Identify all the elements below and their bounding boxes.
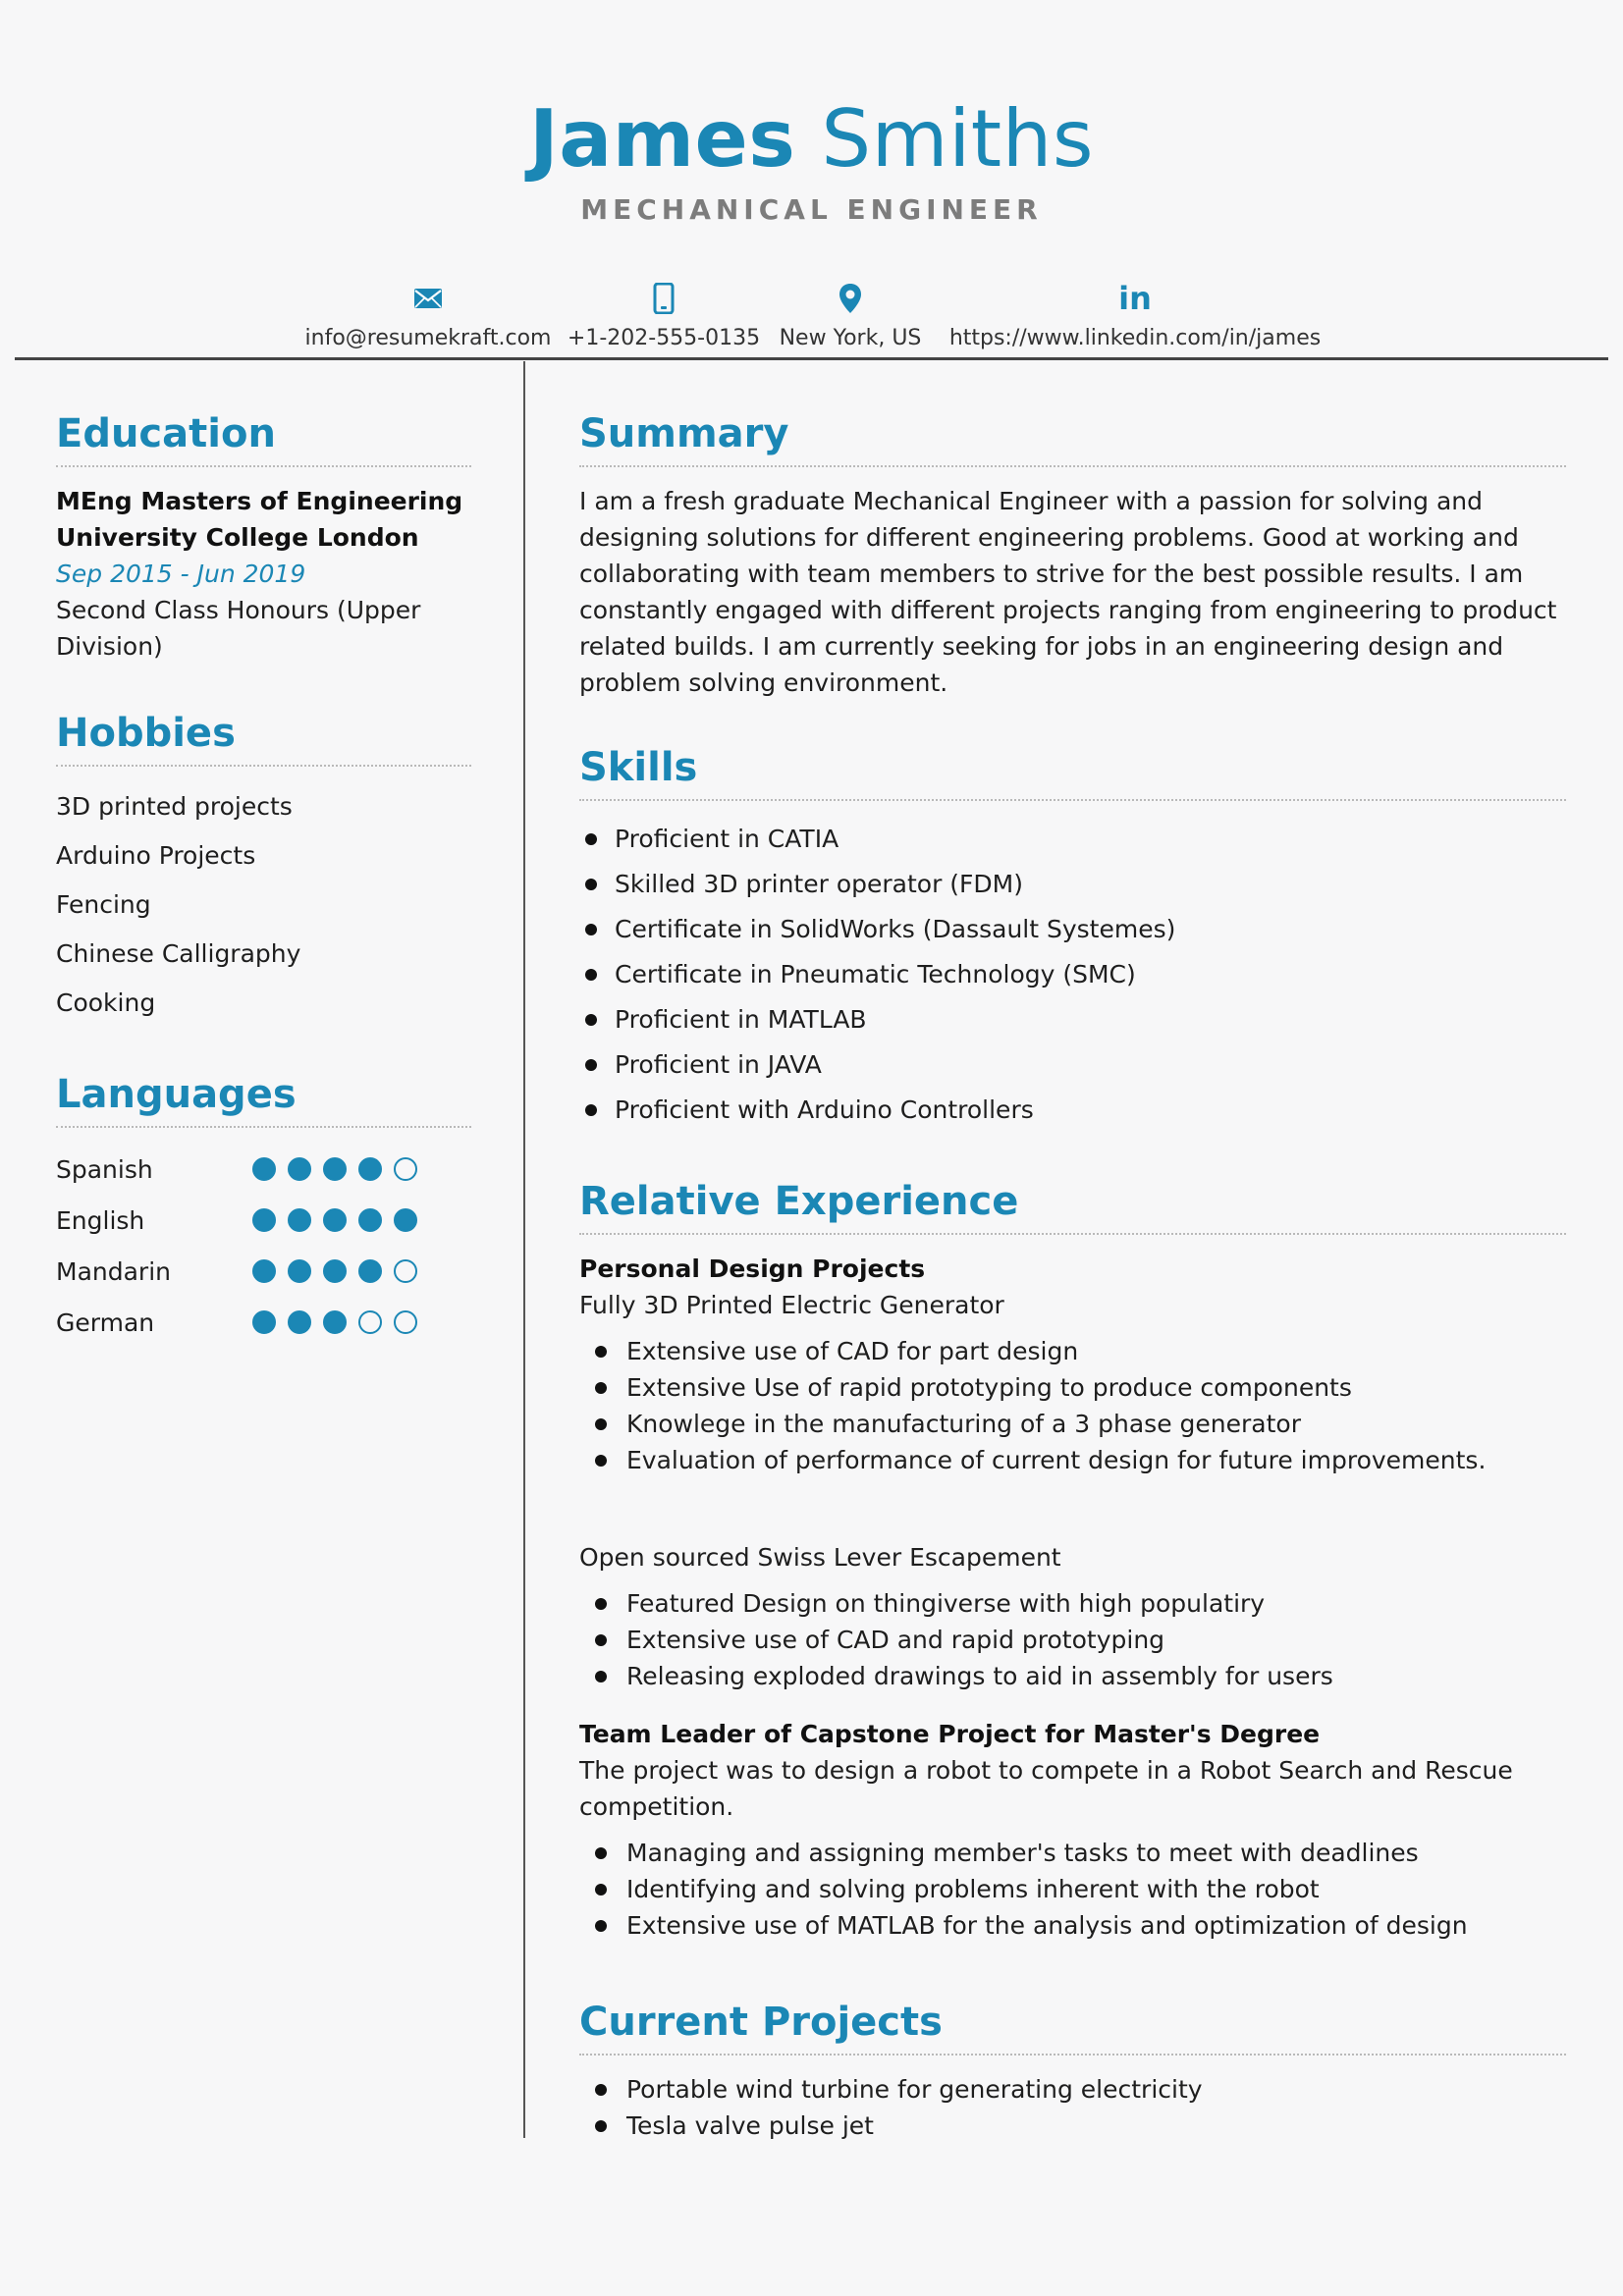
skill-item: Proficient with Arduino Controllers xyxy=(579,1088,1566,1133)
languages-heading: Languages xyxy=(56,1071,471,1128)
experience-bullet: Featured Design on thingiverse with high populatiry xyxy=(579,1585,1566,1622)
experience-subtitle: Fully 3D Printed Electric Generator xyxy=(579,1291,1004,1319)
header-divider xyxy=(15,357,1608,360)
linkedin-icon-label: in xyxy=(1118,280,1152,317)
experience-subtitle: Open sourced Swiss Lever Escapement xyxy=(579,1543,1061,1572)
proficiency-dot-filled xyxy=(358,1259,382,1283)
proficiency-dot-filled xyxy=(323,1310,347,1334)
experience-bullet: Releasing exploded drawings to aid in assembly for users xyxy=(579,1658,1566,1694)
current-projects-heading: Current Projects xyxy=(579,1999,1566,2056)
experience-bullet: Managing and assigning member's tasks to meet with deadlines xyxy=(579,1835,1566,1871)
email-text[interactable]: info@resumekraft.com xyxy=(304,326,552,350)
proficiency-dot-filled xyxy=(323,1208,347,1232)
language-row xyxy=(56,1195,471,1246)
proficiency-dots xyxy=(252,1259,417,1283)
proficiency-dot-filled xyxy=(323,1259,347,1283)
experience-entry xyxy=(579,1539,1566,1694)
right-column xyxy=(579,410,1566,2144)
skill-item: Proficient in JAVA xyxy=(579,1042,1566,1088)
project-item: Portable wind turbine for generating electricity xyxy=(579,2071,1566,2108)
proficiency-dots xyxy=(252,1208,417,1232)
experience-section xyxy=(579,1178,1566,1944)
experience-bullet: Extensive use of MATLAB for the analysis and optimization of design xyxy=(579,1907,1566,1944)
skill-item: Proficient in CATIA xyxy=(579,817,1566,862)
experience-bullets xyxy=(579,1835,1566,1944)
linkedin-text[interactable]: https://www.linkedin.com/in/james xyxy=(948,326,1322,350)
education-result: Second Class Honours (Upper Division) xyxy=(56,596,421,661)
proficiency-dot-filled xyxy=(252,1259,276,1283)
contact-location xyxy=(762,279,939,353)
skills-section xyxy=(579,744,1566,1133)
experience-bullet: Identifying and solving problems inherent with the robot xyxy=(579,1871,1566,1907)
skills-list xyxy=(579,817,1566,1133)
language-row xyxy=(56,1246,471,1297)
skill-item: Certificate in Pneumatic Technology (SMC) xyxy=(579,952,1566,997)
language-row xyxy=(56,1144,471,1195)
candidate-name xyxy=(0,90,1623,188)
project-item: Tesla valve pulse jet xyxy=(579,2108,1566,2144)
hobbies-heading: Hobbies xyxy=(56,710,471,767)
degree: MEng Masters of Engineering xyxy=(56,487,463,515)
hobby-item: Fencing xyxy=(56,890,151,919)
language-name: English xyxy=(56,1205,145,1235)
experience-bullet: Extensive use of CAD for part design xyxy=(579,1333,1566,1369)
proficiency-dots xyxy=(252,1310,417,1334)
experience-bullet: Extensive use of CAD and rapid prototyping xyxy=(579,1622,1566,1658)
hobby-item: Arduino Projects xyxy=(56,841,256,870)
summary-heading: Summary xyxy=(579,410,1566,467)
proficiency-dot-filled xyxy=(358,1157,382,1181)
proficiency-dot-filled xyxy=(252,1157,276,1181)
proficiency-dot-filled xyxy=(288,1157,311,1181)
map-pin-icon xyxy=(762,279,939,318)
language-name: Spanish xyxy=(56,1154,153,1184)
proficiency-dot-filled xyxy=(288,1259,311,1283)
experience-title: Personal Design Projects xyxy=(579,1255,926,1283)
current-projects-list xyxy=(579,2071,1566,2144)
proficiency-dot-filled xyxy=(252,1310,276,1334)
contact-phone xyxy=(566,279,762,353)
summary-text: I am a fresh graduate Mechanical Engineer with a passion for solving and designing solutions for different engineering problems. Good at working and collaborating with team members to strive for the best possible results. I am constantly engaged with different projects ranging from engineering to product related builds. I am currently seeking for jobs in an engineering design and problem solving environment. xyxy=(579,487,1557,697)
current-projects-section xyxy=(579,1999,1566,2144)
hobby-item: Chinese Calligraphy xyxy=(56,939,301,968)
proficiency-dot-empty xyxy=(394,1259,417,1283)
language-row xyxy=(56,1297,471,1348)
proficiency-dot-filled xyxy=(252,1208,276,1232)
linkedin-icon xyxy=(939,279,1331,318)
experience-bullets xyxy=(579,1333,1566,1478)
experience-heading: Relative Experience xyxy=(579,1178,1566,1235)
hobby-item: Cooking xyxy=(56,988,156,1017)
education-section xyxy=(56,410,471,665)
job-title: MECHANICAL ENGINEER xyxy=(580,193,1043,226)
proficiency-dot-empty xyxy=(394,1310,417,1334)
proficiency-dot-empty xyxy=(394,1157,417,1181)
hobbies-section xyxy=(56,710,471,1028)
language-name: Mandarin xyxy=(56,1256,171,1286)
experience-subtitle: The project was to design a robot to compete in a Robot Search and Rescue competition. xyxy=(579,1756,1513,1821)
contact-email xyxy=(291,279,566,353)
experience-bullet: Extensive Use of rapid prototyping to produce components xyxy=(579,1369,1566,1406)
column-divider xyxy=(523,361,525,2138)
phone-text[interactable]: +1-202-555-0135 xyxy=(567,326,761,350)
proficiency-dots xyxy=(252,1157,417,1181)
experience-bullets xyxy=(579,1585,1566,1694)
language-name: German xyxy=(56,1308,155,1337)
contact-bar xyxy=(0,279,1623,357)
languages-section xyxy=(56,1071,471,1348)
left-column xyxy=(56,410,471,1348)
proficiency-dot-filled xyxy=(394,1208,417,1232)
envelope-icon xyxy=(291,279,566,318)
skill-item: Certificate in SolidWorks (Dassault Systemes) xyxy=(579,907,1566,952)
summary-section xyxy=(579,410,1566,701)
contact-linkedin xyxy=(939,279,1331,353)
location-text: New York, US xyxy=(779,326,922,350)
skills-heading: Skills xyxy=(579,744,1566,801)
experience-bullet: Knowlege in the manufacturing of a 3 phase generator xyxy=(579,1406,1566,1442)
proficiency-dot-filled xyxy=(358,1208,382,1232)
hobby-item: 3D printed projects xyxy=(56,792,293,821)
education-heading: Education xyxy=(56,410,471,467)
skill-item: Proficient in MATLAB xyxy=(579,997,1566,1042)
experience-entry xyxy=(579,1251,1566,1478)
first-name: James xyxy=(528,93,796,185)
experience-bullet: Evaluation of performance of current design for future improvements. xyxy=(579,1442,1566,1478)
proficiency-dot-filled xyxy=(288,1310,311,1334)
last-name: Smiths xyxy=(821,93,1095,185)
school: University College London xyxy=(56,523,419,552)
skill-item: Skilled 3D printer operator (FDM) xyxy=(579,862,1566,907)
experience-entry xyxy=(579,1716,1566,1944)
phone-icon xyxy=(566,279,762,318)
experience-title: Team Leader of Capstone Project for Master's Degree xyxy=(579,1720,1321,1748)
proficiency-dot-filled xyxy=(288,1208,311,1232)
education-dates: Sep 2015 - Jun 2019 xyxy=(56,560,306,588)
proficiency-dot-empty xyxy=(358,1310,382,1334)
proficiency-dot-filled xyxy=(323,1157,347,1181)
